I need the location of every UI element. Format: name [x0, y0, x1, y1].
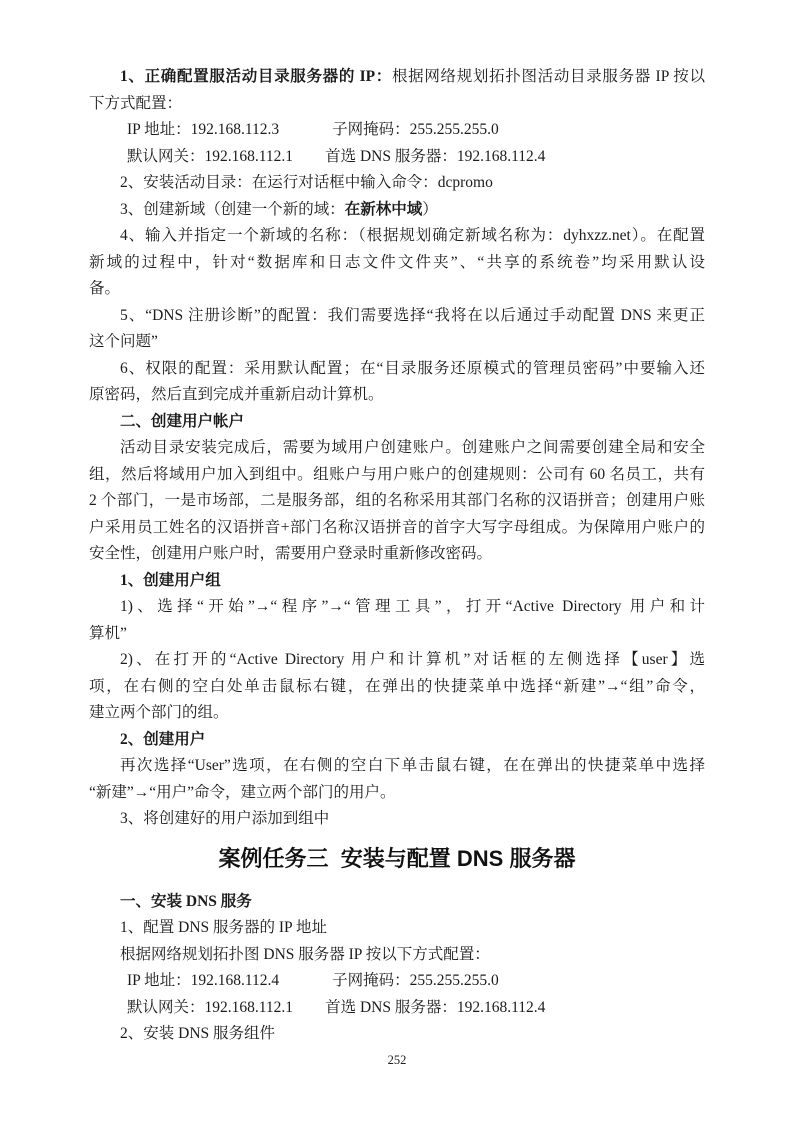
document-body: [89, 64, 705, 1048]
text-line: [89, 303, 705, 330]
text-line: [89, 117, 705, 144]
text-segment: 户采用员工姓名的汉语拼音+部门名称汉语拼音的首字大写字母组成。为保障用户账户的: [89, 518, 705, 536]
text-segment: 这个问题”: [89, 333, 158, 350]
text-line: [89, 197, 705, 224]
text-line: [89, 515, 705, 542]
text-line: [89, 942, 705, 969]
text-line: [89, 889, 705, 916]
text-line: [89, 356, 705, 383]
text-line: [89, 674, 705, 701]
text-segment: 3、创建新域（创建一个新的域：: [120, 200, 345, 218]
text-line: [89, 968, 705, 995]
text-segment: ）: [422, 200, 438, 218]
text-line: [89, 915, 705, 942]
text-line: [89, 727, 705, 754]
text-segment: 子网掩码：255.255.255.0: [332, 972, 499, 989]
text-segment: 下方式配置：: [89, 94, 183, 112]
text-line: [89, 409, 705, 436]
text-segment: 在新林中域: [344, 200, 423, 218]
text-line: [89, 700, 705, 727]
text-line: [89, 91, 705, 118]
text-segment: “新建”→“用户”命令，建立两个部门的用户。: [89, 783, 396, 801]
text-segment: 子网掩码：255.255.255.0: [332, 121, 499, 138]
text-segment: 一、安装 DNS 服务: [120, 892, 252, 910]
text-line: [89, 541, 705, 568]
text-line: [89, 64, 705, 91]
text-segment: 2 个部门，一是市场部，二是服务部，组的名称采用其部门名称的汉语拼音；创建用户账: [89, 492, 705, 509]
text-segment: 2)、在打开的“Active Directory 用户和计算机”对话框的左侧选择【user】选: [120, 651, 705, 668]
column-gap: [279, 133, 332, 134]
page-number: 252: [387, 1053, 407, 1067]
text-line: [89, 223, 705, 250]
text-segment: 1、配置 DNS 服务器的 IP 地址: [120, 919, 327, 936]
text-line: [89, 995, 705, 1022]
text-segment: 首选 DNS 服务器：192.168.112.4: [325, 147, 546, 165]
text-segment: 建立两个部门的组。: [89, 704, 229, 721]
text-segment: 组，然后将域用户加入到组中。组账户与用户账户的创建规则：公司有 60 名员工，共有: [89, 465, 705, 483]
text-line: [89, 1021, 705, 1048]
text-segment: 二、创建用户帐户: [120, 412, 245, 430]
text-block-post-heading: [89, 889, 705, 1048]
text-line: [89, 806, 705, 833]
text-line: [89, 488, 705, 515]
text-segment: 首选 DNS 服务器：192.168.112.4: [325, 998, 546, 1016]
text-segment: 活动目录安装完成后，需要为域用户创建账户。创建账户之间需要创建全局和安全: [120, 439, 705, 456]
text-line: [89, 462, 705, 489]
text-line: [89, 170, 705, 197]
column-gap: [293, 160, 325, 161]
text-segment: 安全性，创建用户账户时，需要用户登录时重新修改密码。: [89, 545, 493, 562]
text-segment: 新域的过程中，针对“数据库和日志文件文件夹”、“共享的系统卷”均采用默认设: [89, 253, 705, 271]
text-line: [89, 250, 705, 277]
text-segment: 2、创建用户: [120, 730, 206, 748]
text-segment: 根据网络规划拓扑图 DNS 服务器 IP 按以下方式配置：: [120, 945, 490, 963]
text-segment: 默认网关：192.168.112.1: [127, 998, 294, 1016]
text-segment: 默认网关：192.168.112.1: [127, 147, 294, 165]
text-line: [89, 594, 705, 621]
text-segment: 2、安装活动目录：在运行对话框中输入命令：dcpromo: [120, 174, 493, 191]
text-block-pre-heading: [89, 64, 705, 833]
text-line: [89, 382, 705, 409]
text-line: [89, 568, 705, 595]
text-segment: 根据网络规划拓扑图活动目录服务器 IP 按以: [391, 68, 705, 85]
text-segment: 原密码，然后直到完成并重新启动计算机。: [89, 386, 384, 403]
text-segment: 项，在右侧的空白处单击鼠标右键，在弹出的快捷菜单中选择“新建”→“组”命令，: [89, 677, 705, 695]
text-line: [89, 647, 705, 674]
column-gap: [293, 1011, 325, 1012]
text-segment: 1、创建用户组: [120, 571, 221, 589]
text-segment: 1)、选择“开始”→“程序”→“管理工具”，打开“Active Directory 用户和计: [120, 598, 705, 615]
section-heading: 案例任务三 安装与配置 DNS 服务器: [218, 845, 576, 871]
text-segment: 6、权限的配置：采用默认配置；在“目录服务还原模式的管理员密码”中要输入还: [120, 359, 705, 377]
text-line: [89, 780, 705, 807]
text-line: [89, 329, 705, 356]
text-segment: IP 地址：192.168.112.4: [127, 972, 280, 989]
text-line: [89, 435, 705, 462]
column-gap: [279, 984, 332, 985]
text-segment: 2、安装 DNS 服务组件: [120, 1025, 276, 1042]
text-line: [89, 753, 705, 780]
text-line: [89, 144, 705, 171]
text-line: [89, 276, 705, 303]
text-segment: 再次选择“User”选项，在右侧的空白下单击鼠右键，在在弹出的快捷菜单中选择: [120, 757, 705, 774]
text-segment: 1、正确配置服活动目录服务器的 IP：: [120, 68, 392, 85]
text-segment: 3、将创建好的用户添加到组中: [120, 810, 330, 827]
text-segment: 备。: [89, 280, 121, 297]
text-segment: 4、输入并指定一个新域的名称：（根据规划确定新域名称为：dyhxzz.net）。在配置: [120, 227, 705, 244]
text-segment: IP 地址：192.168.112.3: [127, 121, 280, 138]
text-segment: 算机”: [89, 624, 127, 642]
text-segment: 5、“DNS 注册诊断”的配置：我们需要选择“我将在以后通过手动配置 DNS 来更正: [120, 306, 705, 324]
text-line: [89, 621, 705, 648]
